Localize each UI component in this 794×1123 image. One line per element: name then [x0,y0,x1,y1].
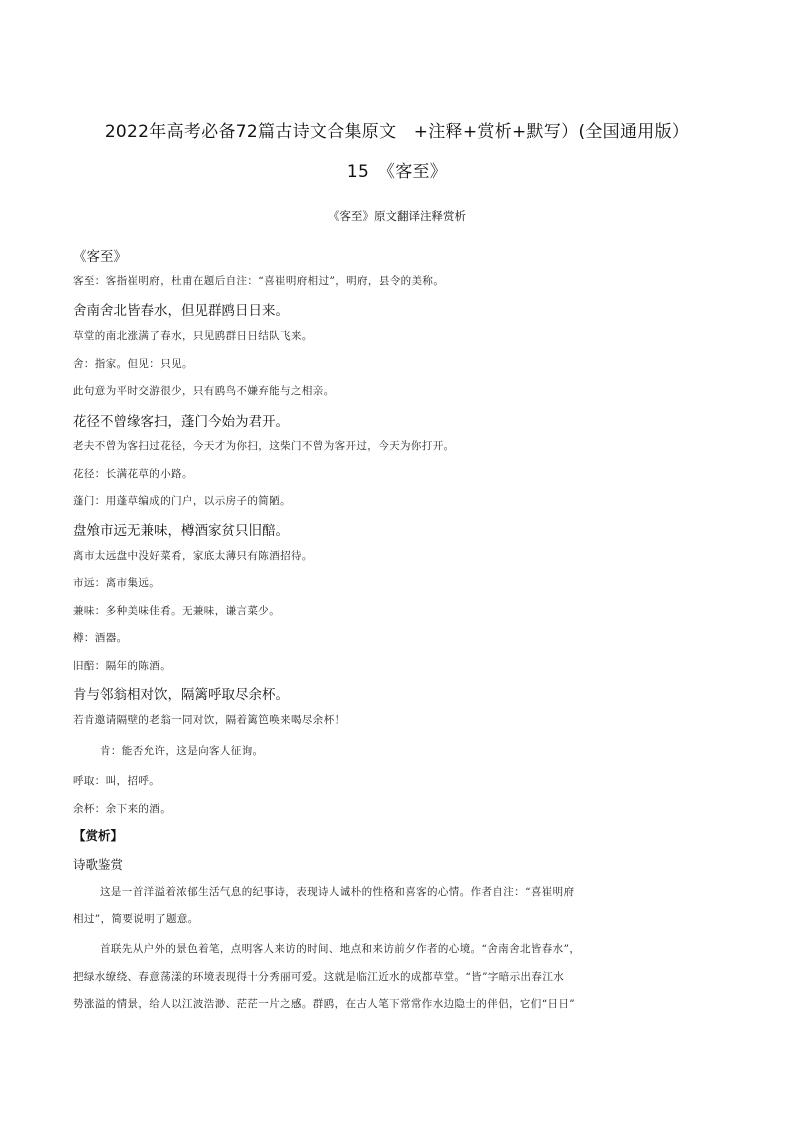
paragraph-line: 这是一首洋溢着浓郁生活气息的纪事诗，表现诗人诚朴的性格和喜客的心情。作者自注：“喜崔明府 [100,886,575,898]
paragraph-line: 把绿水缭绕、春意荡漾的环境表现得十分秀丽可爱。这就是临江近水的成都草堂。“皆”字暗示出春江水 [73,971,565,983]
note-line: 旧醅：隔年的陈酒。 [73,660,172,672]
note-line: 市远：离市集远。 [73,577,161,589]
paragraph-line: 首联先从户外的景色着笔，点明客人来访的时间、地点和来访前夕作者的心境。“舍南舍北皆春水”， [100,943,581,955]
paragraph-line: 相过”，简要说明了题意。 [73,913,199,925]
note-line: 兼味：多种美味佳肴。无兼味，谦言菜少。 [73,605,281,617]
note-line: 花径：长满花草的小路。 [73,468,193,480]
poem-title: 15 《客至》 [346,162,448,182]
section-subheading: 诗歌鉴赏 [73,857,124,872]
translation-line: 老夫不曾为客扫过花径，今天才为你扫，这柴门不曾为客开过，今天为你打开。 [73,440,455,452]
note-line: 客至：客指崔明府，杜甫在题后自注：“喜崔明府相过”，明府，县令的美称。 [73,275,445,287]
poem-line: 肯与邻翁相对饮，隔篱呼取尽余杯。 [73,687,289,703]
paragraph-line: 势涨溢的情景，给人以江波浩渺、茫茫一片之感。群鸥，在古人笔下常常作水边隐士的伴侣，它们“日日” [73,998,576,1010]
note-line: 蓬门：用蓬草编成的门户，以示房子的简陋。 [73,495,291,507]
note-line: 肯：能否允许，这是向客人征询。 [100,745,264,757]
poem-line: 花径不曾缘客扫，蓬门今始为君开。 [73,414,289,430]
section-heading: 【赏析】 [73,828,124,843]
translation-line: 草堂的南北涨满了春水，只见鸥群日日结队飞来。 [73,330,313,342]
note-line: 舍：指家。但见：只见。 [73,358,193,370]
poem-line: 盘飧市远无兼味，樽酒家贫只旧醅。 [73,523,289,539]
poem-heading: 《客至》 [73,249,127,265]
translation-line: 若肯邀请隔壁的老翁一同对饮，隔着篱笆唤来喝尽余杯！ [73,714,346,726]
note-line: 此句意为平时交游很少，只有鸥鸟不嫌弃能与之相亲。 [73,385,335,397]
note-line: 呼取：叫，招呼。 [73,775,161,787]
section-subtitle: 《客至》原文翻译注释赏析 [328,209,466,223]
note-line: 樽：酒器。 [73,632,128,644]
note-line: 余杯：余下来的酒。 [73,803,172,815]
document-title: 2022年高考必备72篇古诗文合集原文 +注释+赏析+默写）(全国通用版） [104,122,690,142]
poem-line: 舍南舍北皆春水，但见群鸥日日来。 [73,303,289,319]
translation-line: 离市太远盘中没好菜肴，家底太薄只有陈酒招待。 [73,550,313,562]
